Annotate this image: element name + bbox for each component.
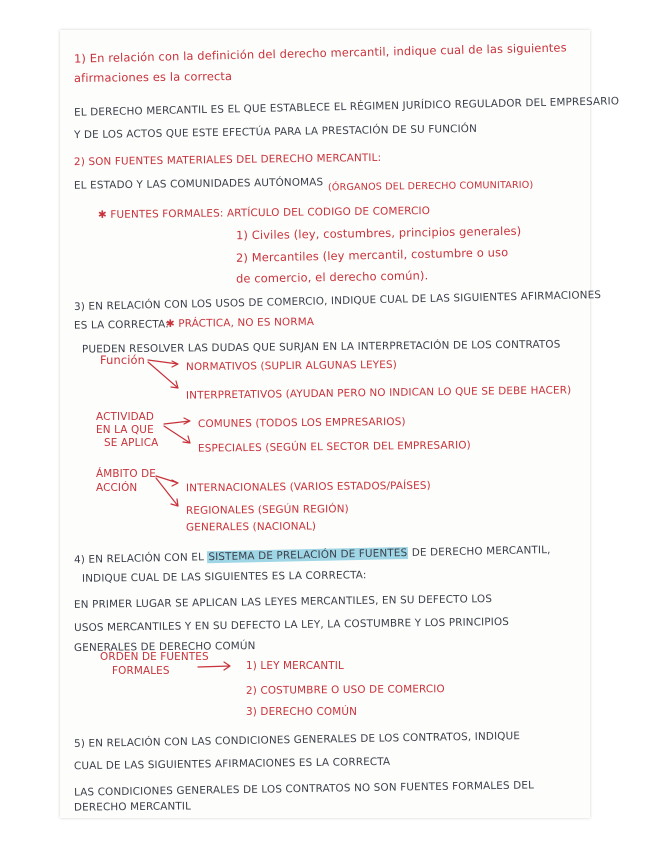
q2-answer: EL ESTADO Y LAS COMUNIDADES AUTÓNOMAS <box>73 176 324 192</box>
q2-formal-sources-label: ✱ FUENTES FORMALES: ARTÍCULO DEL CODIGO DE COMERCIO <box>97 204 431 222</box>
q4-orden-item-1: 1) LEY MERCANTIL <box>246 660 344 672</box>
q3-funcion-label: Función <box>100 353 146 367</box>
q4-highlighted-term: SISTEMA DE PRELACIÓN DE FUENTES <box>208 547 408 564</box>
q2-answer-note: (ÓRGANOS DEL DERECHO COMUNITARIO) <box>327 179 534 194</box>
q4-orden-label-2: FORMALES <box>112 665 170 677</box>
q3-question-line-2: ES LA CORRECTA: <box>73 318 169 332</box>
q3-question-line-1: 3) EN RELACIÓN CON LOS USOS DE COMERCIO, INDIQUE CUAL DE LAS SIGUIENTES AFIRMACIONES <box>73 289 602 313</box>
q3-ambito-item-2: REGIONALES (SEGÚN REGIÓN) <box>185 503 349 517</box>
q3-ambito-item-1: INTERNACIONALES (VARIOS ESTADOS/PAÍSES) <box>185 479 431 495</box>
q2-formal-source-1: 1) Civiles (ley, costumbres, principios generales) <box>235 223 522 243</box>
q4-orden-label-1: ORDEN DE FUENTES <box>100 651 209 663</box>
q4-question-prefix: 4) EN RELACIÓN CON EL <box>73 551 205 566</box>
q1-question-line-2: afirmaciones es la correcta <box>73 69 233 85</box>
q5-question-line-2: CUAL DE LAS SIGUIENTES AFIRMACIONES ES LA CORRECTA <box>73 755 391 773</box>
q3-actividad-label-1: ACTIVIDAD <box>96 411 155 423</box>
diagram-arrows <box>60 30 590 818</box>
q3-actividad-item-2: ESPECIALES (SEGÚN EL SECTOR DEL EMPRESARIO) <box>197 439 471 455</box>
actividad-arrow-lower <box>164 426 190 443</box>
q3-ambito-item-3: GENERALES (NACIONAL) <box>185 520 317 534</box>
q3-ambito-label-1: ÁMBITO DE <box>96 468 157 480</box>
q3-actividad-label-2: EN LA QUE <box>96 424 154 436</box>
q4-answer-line-1: EN PRIMER LUGAR SE APLICAN LAS LEYES MERCANTILES, EN SU DEFECTO LOS <box>73 593 493 611</box>
q2-formal-source-2b: de comercio, el derecho común). <box>235 268 429 286</box>
q3-actividad-item-1: COMUNES (TODOS LOS EMPRESARIOS) <box>197 415 406 431</box>
q4-answer-line-2: USOS MERCANTILES Y EN SU DEFECTO LA LEY, LA COSTUMBRE Y LOS PRINCIPIOS <box>73 615 510 635</box>
q4-question-suffix: DE DERECHO MERCANTIL, <box>411 544 551 559</box>
notebook-page <box>60 30 620 818</box>
q3-funcion-item-1: NORMATIVOS (SUPLIR ALGUNAS LEYES) <box>185 358 398 374</box>
q4-orden-item-2: 2) COSTUMBRE O USO DE COMERCIO <box>245 683 445 697</box>
actividad-arrow-upper <box>164 418 190 424</box>
q5-answer-line-1: LAS CONDICIONES GENERALES DE LOS CONTRATOS NO SON FUENTES FORMALES DEL <box>73 779 535 799</box>
q3-question-note: ✱ PRÁCTICA, NO ES NORMA <box>165 315 315 331</box>
q1-answer-line-2: Y DE LOS ACTOS QUE ESTE EFECTÚA PARA LA PRESTACIÓN DE SU FUNCIÓN <box>73 122 478 142</box>
q4-question-line-2: INDIQUE CUAL DE LAS SIGUIENTES ES LA CORRECTA: <box>81 569 367 585</box>
ambito-arrow-upper <box>156 476 178 486</box>
orden-arrow <box>198 662 230 670</box>
q3-actividad-label-3: SE APLICA <box>104 437 159 449</box>
q1-question-line-1: 1) En relación con la definición del derecho mercantil, indique cual de las siguientes <box>73 40 567 66</box>
q1-answer-line-1: EL DERECHO MERCANTIL ES EL QUE ESTABLECE EL RÉGIMEN JURÍDICO REGULADOR DEL EMPRESARIO <box>73 95 620 119</box>
q2-question: 2) SON FUENTES MATERIALES DEL DERECHO MERCANTIL: <box>73 151 382 169</box>
q4-answer-line-3: GENERALES DE DERECHO COMÚN <box>73 640 256 654</box>
q3-answer: PUEDEN RESOLVER LAS DUDAS QUE SURJAN EN LA INTERPRETACIÓN DE LOS CONTRATOS <box>81 338 561 356</box>
q3-funcion-item-2: INTERPRETATIVOS (AYUDAN PERO NO INDICAN LO QUE SE DEBE HACER) <box>185 384 572 402</box>
q2-formal-source-2a: 2) Mercantiles (ley mercantil, costumbre o uso <box>235 245 509 265</box>
q5-answer-line-2: DERECHO MERCANTIL <box>73 800 192 814</box>
q5-question-line-1: 5) EN RELACIÓN CON LAS CONDICIONES GENERALES DE LOS CONTRATOS, INDIQUE <box>73 730 521 750</box>
q3-ambito-label-2: ACCIÓN <box>96 482 138 494</box>
q4-orden-item-3: 3) DERECHO COMÚN <box>246 706 358 718</box>
